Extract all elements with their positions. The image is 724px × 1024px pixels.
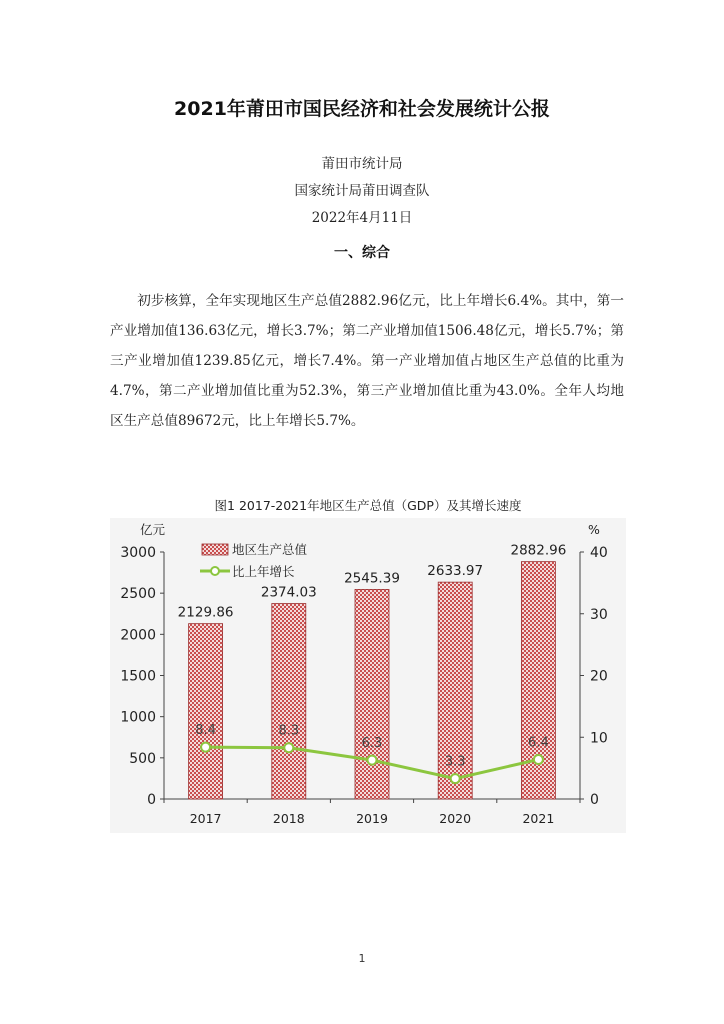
- y-tick-label: 500: [129, 750, 156, 767]
- y2-tick-label: 30: [590, 606, 608, 623]
- growth-point-label: 3.3: [444, 754, 466, 770]
- growth-point-label: 6.4: [528, 735, 549, 751]
- page-number: 1: [358, 952, 366, 965]
- gdp-bar-label: 2882.96: [510, 542, 567, 559]
- co-issuer: 国家统计局莆田调查队: [294, 183, 430, 199]
- gdp-bar: [355, 589, 389, 799]
- gdp-bar-label: 2374.03: [260, 584, 317, 601]
- growth-point: [534, 755, 543, 764]
- growth-point: [451, 774, 460, 783]
- legend-line-marker: [211, 567, 219, 575]
- chart-title: 图1 2017-2021年地区生产总值（GDP）及其增长速度: [214, 498, 522, 513]
- legend-bar-label: 地区生产总值: [232, 542, 308, 557]
- x-tick-label: 2019: [356, 811, 388, 826]
- gdp-chart: [110, 488, 626, 833]
- growth-point-label: 8.4: [195, 723, 216, 739]
- y-tick-label: 1000: [120, 709, 156, 726]
- y2-tick-label: 10: [590, 730, 608, 747]
- gdp-bar: [189, 624, 223, 799]
- section-heading: 一、综合: [334, 245, 390, 261]
- x-tick-label: 2020: [439, 811, 472, 826]
- gdp-bar-label: 2545.39: [344, 570, 400, 587]
- y-tick-label: 0: [147, 792, 156, 808]
- x-tick-label: 2018: [272, 811, 305, 826]
- growth-point: [368, 756, 377, 765]
- gdp-bar-label: 2633.97: [427, 563, 484, 580]
- growth-point-label: 8.3: [278, 723, 300, 739]
- growth-point: [284, 743, 293, 752]
- y-tick-label: 2000: [120, 627, 156, 644]
- gdp-bar: [272, 604, 306, 799]
- y2-tick-label: 20: [590, 668, 608, 685]
- gdp-chart-svg: [110, 488, 626, 833]
- summary-paragraph: 初步核算，全年实现地区生产总值2882.96亿元，比上年增长6.4%。其中，第一产业增加值136.63亿元，增长3.7%；第二产业增加值1506.48亿元，增长5.7%；第三产业增加值1239.85亿元，增长7.4%。第一产业增加值占地区生产总值的比重为4.7%，第二产业增加值比重为52.3%，第三产业增加值比重为43.0%。全年人均地区生产总值89672元，比上年增长5.7%。: [110, 293, 624, 429]
- y-tick-label: 3000: [120, 545, 156, 561]
- document-title: 2021年莆田市国民经济和社会发展统计公报: [174, 98, 550, 120]
- x-tick-label: 2021: [522, 811, 555, 826]
- y-axis-unit: 亿元: [140, 522, 166, 537]
- legend-bar-swatch: [202, 544, 228, 555]
- y2-tick-label: 0: [590, 792, 599, 808]
- growth-point-label: 6.3: [361, 736, 383, 752]
- y-tick-label: 2500: [120, 586, 156, 603]
- gdp-bar-label: 2129.86: [177, 604, 234, 621]
- y2-axis-unit: %: [588, 522, 600, 537]
- issuer: 莆田市统计局: [321, 156, 403, 172]
- legend-line-label: 比上年增长: [232, 564, 295, 579]
- x-tick-label: 2017: [189, 811, 222, 826]
- publish-date: 2022年4月11日: [311, 210, 413, 226]
- y2-tick-label: 40: [590, 545, 608, 561]
- growth-point: [201, 743, 210, 752]
- y-tick-label: 1500: [120, 668, 156, 685]
